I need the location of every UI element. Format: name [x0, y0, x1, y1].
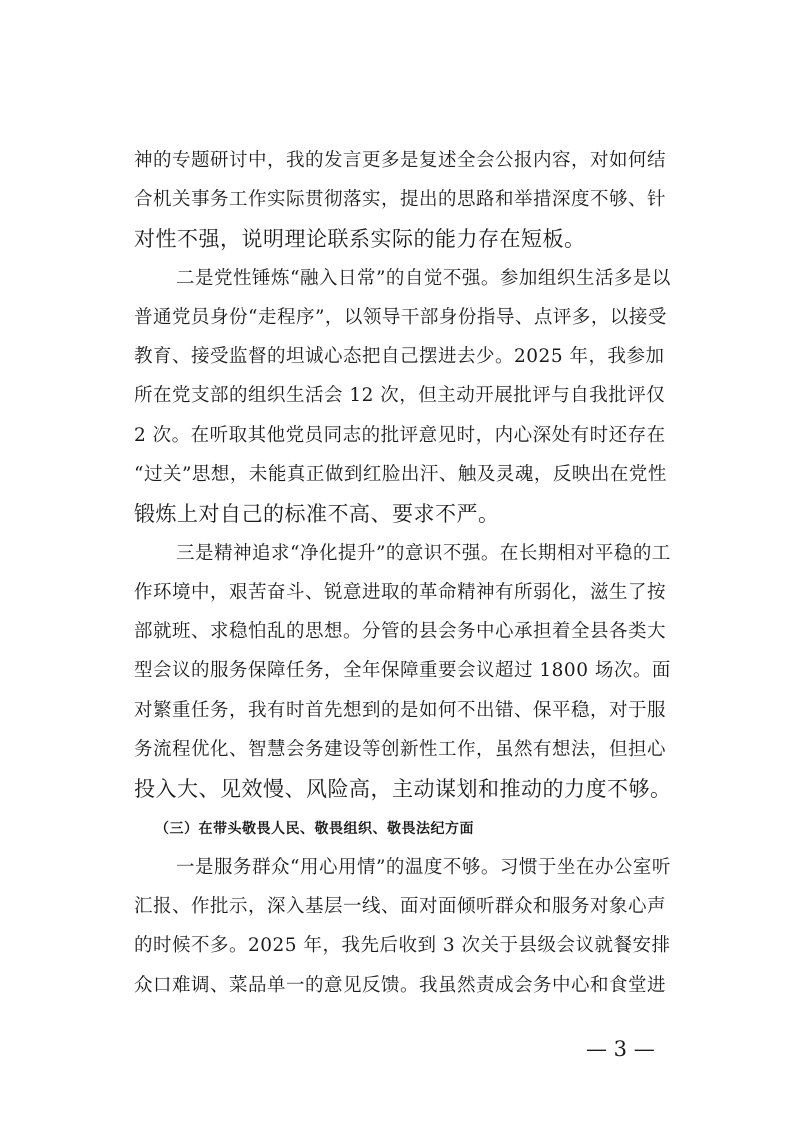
body-line: 汇报、作批示，深入基层一线、面对面倾听群众和服务对象心声 [134, 896, 667, 917]
body-line: 对性不强，说明理论联系实际的能力存在短板。 [134, 227, 586, 251]
body-line: 所在党支部的组织生活会 12 次，但主动开展批评与自我批评仅 [134, 385, 666, 406]
paragraph-start-line: 二是党性锤炼“融入日常”的自觉不强。参加组织生活多是以 [176, 268, 671, 289]
page-number: — 3 — [586, 1037, 655, 1061]
body-line: “过关”思想，未能真正做到红脸出汗、触及灵魂，反映出在党性 [134, 464, 667, 485]
body-line: 作环境中，艰苦奋斗、锐意进取的革命精神有所弱化，滋生了按 [134, 582, 667, 603]
paragraph-start-line: 一是服务群众“用心用情”的温度不够。习惯于坐在办公室听 [176, 857, 671, 878]
section-heading: （三）在带头敬畏人民、敬畏组织、敬畏法纪方面 [155, 821, 474, 837]
body-line: 投入大、见效慢、风险高，主动谋划和推动的力度不够。 [134, 777, 672, 801]
body-line: 部就班、求稳怕乱的思想。分管的县会务中心承担着全县各类大 [134, 621, 667, 642]
body-line: 型会议的服务保障任务，全年保障重要会议超过 1800 场次。面 [134, 660, 671, 681]
body-line: 对繁重任务，我有时首先想到的是如何不出错、保平稳，对于服 [134, 700, 667, 721]
body-line: 教育、接受监督的坦诚心态把自己摆进去少。2025 年，我参加 [134, 346, 665, 367]
body-line: 众口难调、菜品单一的意见反馈。我虽然责成会务中心和食堂进 [134, 975, 667, 996]
paragraph-start-line: 三是精神追求“净化提升”的意识不强。在长期相对平稳的工 [176, 543, 671, 564]
body-line: 锻炼上对自己的标准不高、要求不严。 [134, 502, 500, 526]
body-line: 神的专题研讨中，我的发言更多是复述全会公报内容，对如何结 [134, 150, 667, 171]
body-line: 普通党员身份“走程序”，以领导干部身份指导、点评多，以接受 [134, 307, 667, 328]
body-line: 合机关事务工作实际贯彻落实，提出的思路和举措深度不够、针 [134, 189, 667, 210]
body-line: 务流程优化、智慧会务建设等创新性工作，虽然有想法，但担心 [134, 739, 667, 760]
body-line: 的时候不多。2025 年，我先后收到 3 次关于县级会议就餐安排 [134, 935, 671, 956]
body-line: 2 次。在听取其他党员同志的批评意见时，内心深处有时还存在 [134, 425, 666, 446]
